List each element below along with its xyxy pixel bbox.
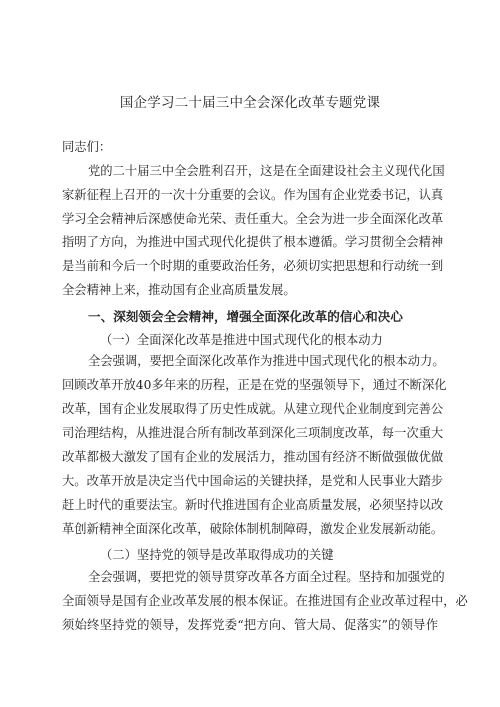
- paragraph-line: 改革，国有企业发展取得了历史性成就。从建立现代企业制度到完善公: [62, 402, 444, 416]
- paragraph-line: 须始终坚持党的领导，发挥党委“把方向、管大局、促落实”的领导作: [62, 618, 438, 632]
- paragraph-line: 大。改革开放是决定当代中国命运的关键抉择，是党和人民事业大踏步: [62, 474, 444, 488]
- intro-line: 指明了方向，为推进中国式现代化提供了根本遵循。学习贯彻全会精神: [62, 235, 444, 249]
- document-title: 国企学习二十届三中全会深化改革专题党课: [119, 95, 381, 111]
- intro-line: 全会精神上来，推动国有企业高质量发展。: [62, 283, 296, 297]
- paragraph-line: 全会强调，要把全面深化改革作为推进中国式现代化的根本动力。: [88, 354, 445, 368]
- paragraph-line: 赶上时代的重要法宝。新时代推进国有企业高质量发展，必须坚持以改: [62, 498, 444, 512]
- salutation: 同志们：: [62, 140, 112, 154]
- paragraph-line: 革创新精神全面深化改革，破除体制机制障碍，激发企业发展新动能。: [62, 522, 444, 536]
- paragraph-line: 全面领导是国有企业改革发展的根本保证。在推进国有企业改革过程中，必: [62, 594, 468, 608]
- section-heading: 一、深刻领会全会精神，增强全面深化改革的信心和决心: [88, 309, 403, 324]
- intro-line: 家新征程上召开的一次十分重要的会议。作为国有企业党委书记，认真: [62, 188, 444, 202]
- subsection-heading: （二）坚持党的领导是改革取得成功的关键: [100, 548, 334, 562]
- paragraph-line: 司治理结构，从推进混合所有制改革到深化三项制度改革，每一次重大: [62, 426, 444, 440]
- paragraph-line: 全会强调，要把党的领导贯穿改革各方面全过程。坚持和加强党的: [88, 570, 445, 584]
- subsection-heading: （一）全面深化改革是推进中国式现代化的根本动力: [100, 333, 383, 347]
- paragraph-line: 改革都极大激发了国有企业的发展活力，推动国有经济不断做强做优做: [62, 450, 444, 464]
- paragraph-line: 回顾改革开放40多年来的历程，正是在党的坚强领导下，通过不断深化: [62, 378, 447, 392]
- intro-line: 是当前和今后一个时期的重要政治任务，必须切实把思想和行动统一到: [62, 259, 444, 273]
- intro-line: 党的二十届三中全会胜利召开，这是在全面建设社会主义现代化国: [88, 164, 445, 178]
- intro-line: 学习全会精神后深感使命光荣、责任重大。全会为进一步全面深化改革: [62, 212, 444, 226]
